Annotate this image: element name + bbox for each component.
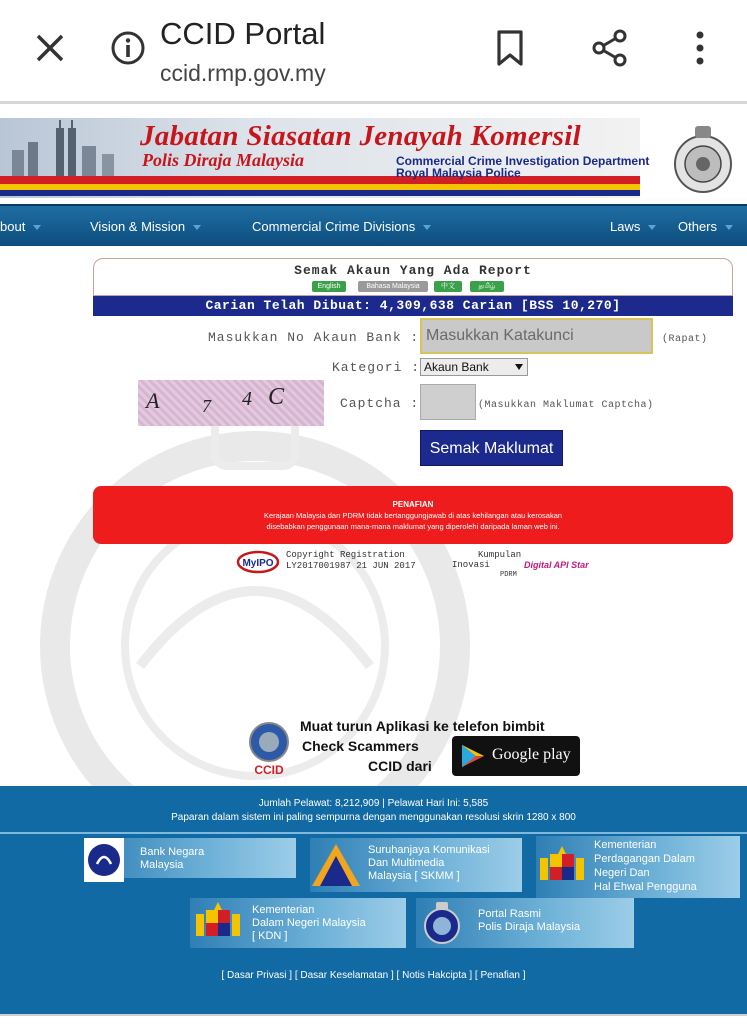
captcha-image [138, 380, 324, 426]
copyright-line: Copyright Registration [286, 550, 405, 560]
partner-line: Bank Negara [140, 846, 205, 858]
disclaimer-line: disebabkan penggunaan mana-mana maklumat yang diperolehi daripada laman web ini. [266, 522, 560, 531]
nav-item-about[interactable] [0, 219, 41, 234]
partner-line: Negeri Dan [594, 867, 650, 879]
ccid-app-logo-text: CCID [254, 763, 284, 776]
banner-stripe-blue [0, 190, 640, 196]
captcha-input[interactable] [420, 384, 476, 420]
chevron-down-icon [648, 225, 656, 230]
category-select[interactable] [420, 358, 528, 376]
partner-text [478, 908, 580, 934]
chevron-down-icon [423, 225, 431, 230]
google-play-icon [460, 744, 486, 768]
visitor-stats: Jumlah Pelawat: 8,212,909 | Pelawat Hari Ini: 5,585 [258, 798, 489, 809]
footer-divider [0, 832, 747, 834]
banner-english-line1: Commercial Crime Investigation Department [396, 154, 650, 168]
submit-button[interactable]: Semak Maklumat [420, 430, 563, 466]
inovasi-line: Inovasi [452, 560, 490, 570]
banner-stripe-red [0, 176, 640, 184]
partner-line: Polis Diraja Malaysia [478, 921, 581, 933]
disclaimer-box [93, 486, 733, 544]
category-label: Kategori : [332, 360, 421, 375]
banner-subtitle: Polis Diraja Malaysia [142, 150, 305, 170]
banner-title: Jabatan Siasatan Jenayah Komersil [140, 120, 581, 152]
bank-negara-logo-icon [84, 838, 124, 882]
inovasi-line: Kumpulan [478, 550, 522, 560]
app-download-text: Muat turun Aplikasi ke telefon bimbit [300, 718, 545, 734]
resolution-note: Paparan dalam sistem ini paling sempurna dengan menggunakan resolusi skrin 1280 x 800 [171, 812, 576, 823]
captcha-char: C [268, 384, 285, 410]
partner-text [140, 846, 204, 872]
footer-links[interactable]: [ Dasar Privasi ] [ Dasar Keselamatan ] [ Notis Hakcipta ] [ Penafian ] [221, 970, 526, 981]
nav-item-crime-divisions[interactable] [252, 219, 431, 234]
main-navigation [0, 204, 747, 246]
close-icon[interactable] [32, 30, 68, 66]
captcha-char: 7 [202, 396, 211, 416]
lang-chinese-button[interactable]: 中文 [434, 281, 462, 292]
chevron-down-icon [725, 225, 733, 230]
site-footer [0, 786, 747, 1014]
copyright-text [286, 550, 416, 572]
search-header [93, 258, 733, 296]
partner-link-kdn[interactable] [190, 898, 406, 948]
partner-line: Dalam Negeri Malaysia [252, 917, 366, 929]
page-bottom-edge [0, 1014, 747, 1024]
ccid-app-logo-icon [244, 720, 294, 776]
app-source-text: CCID dari [368, 758, 432, 774]
lang-english-button[interactable]: English [312, 281, 346, 292]
inovasi-text [452, 550, 521, 580]
partner-line: Suruhanjaya Komunikasi [368, 844, 490, 856]
nav-label: Commercial Crime Divisions [252, 219, 416, 234]
nav-label: bout [0, 219, 26, 234]
google-play-label: Google play [492, 746, 571, 763]
partner-line: [ KDN ] [252, 930, 288, 942]
info-icon[interactable] [110, 30, 146, 66]
copyright-line: LY2017001987 21 JUN 2017 [286, 561, 416, 571]
page-url[interactable]: ccid.rmp.gov.my [160, 60, 326, 86]
keyword-input[interactable] [420, 318, 653, 354]
nav-label: Others [678, 219, 718, 234]
captcha-label: Captcha : [340, 396, 420, 411]
page-title: CCID Portal [160, 16, 326, 51]
partner-line: Kementerian [594, 839, 657, 851]
google-play-button[interactable] [452, 736, 580, 776]
partner-link-pdrm[interactable] [416, 898, 634, 948]
account-label: Masukkan No Akaun Bank : [208, 330, 420, 345]
digital-api-star-logo: Digital API Star [524, 560, 589, 570]
disclaimer-line: Kerajaan Malaysia dan PDRM tidak bertanggungjawab di atas kehilangan atau kerosakan [263, 511, 563, 520]
captcha-hint: (Masukkan Maklumat Captcha) [478, 400, 654, 411]
captcha-char: 4 [242, 388, 252, 410]
keyword-hint: (Rapat) [662, 334, 708, 345]
partner-line: Perdagangan Dalam [594, 853, 695, 865]
partner-line: Portal Rasmi [478, 908, 541, 920]
inovasi-line: PDRM [500, 571, 517, 579]
partner-line: Malaysia [140, 859, 184, 871]
nav-label: Vision & Mission [90, 219, 186, 234]
share-icon[interactable] [590, 28, 630, 68]
nav-item-laws[interactable] [610, 219, 656, 234]
malaysia-coat-of-arms-icon [536, 844, 588, 890]
myipo-logo-icon [236, 550, 280, 574]
partner-link-kpdnhep[interactable] [536, 836, 740, 898]
bookmark-icon[interactable] [492, 28, 528, 68]
partner-line: Dan Multimedia [368, 857, 445, 869]
banner-english-line2: Royal Malaysia Police [396, 166, 521, 180]
lang-malay-button[interactable]: Bahasa Malaysia [358, 281, 428, 292]
nav-item-others[interactable] [678, 219, 733, 234]
search-title: Semak Akaun Yang Ada Report [294, 263, 532, 278]
app-name-text: Check Scammers [302, 738, 419, 754]
nav-label: Laws [610, 219, 641, 234]
chevron-down-icon [33, 225, 41, 230]
police-crest-icon [668, 122, 738, 198]
partner-line: Malaysia [ SKMM ] [368, 870, 460, 882]
site-banner [0, 114, 747, 202]
main-content [0, 246, 747, 786]
myipo-logo-text: MyIPO [242, 558, 274, 569]
partner-text [368, 844, 490, 883]
partner-link-bnm[interactable] [84, 838, 296, 878]
nav-item-vision-mission[interactable] [90, 219, 201, 234]
city-skyline-icon [6, 120, 126, 180]
malaysia-coat-of-arms-icon [190, 900, 246, 946]
captcha-char: A [146, 388, 160, 413]
skmm-logo-icon [310, 842, 362, 888]
chevron-down-icon [515, 364, 523, 370]
police-crest-icon [416, 900, 468, 946]
partner-link-skmm[interactable] [310, 838, 522, 892]
search-counter: Carian Telah Dibuat: 4,309,638 Carian [BSS 10,270] [93, 296, 733, 316]
browser-toolbar [0, 0, 747, 104]
lang-tamil-button[interactable]: தமிழ் [470, 281, 504, 292]
partner-text [252, 904, 366, 943]
partner-text [594, 838, 697, 894]
partner-line: Kementerian [252, 904, 315, 916]
chevron-down-icon [193, 225, 201, 230]
disclaimer-title: PENAFIAN [392, 500, 434, 509]
category-value: Akaun Bank [424, 360, 489, 374]
copyright-block [236, 548, 436, 576]
more-options-icon[interactable] [688, 28, 712, 68]
partner-line: Hal Ehwal Pengguna [594, 881, 697, 893]
